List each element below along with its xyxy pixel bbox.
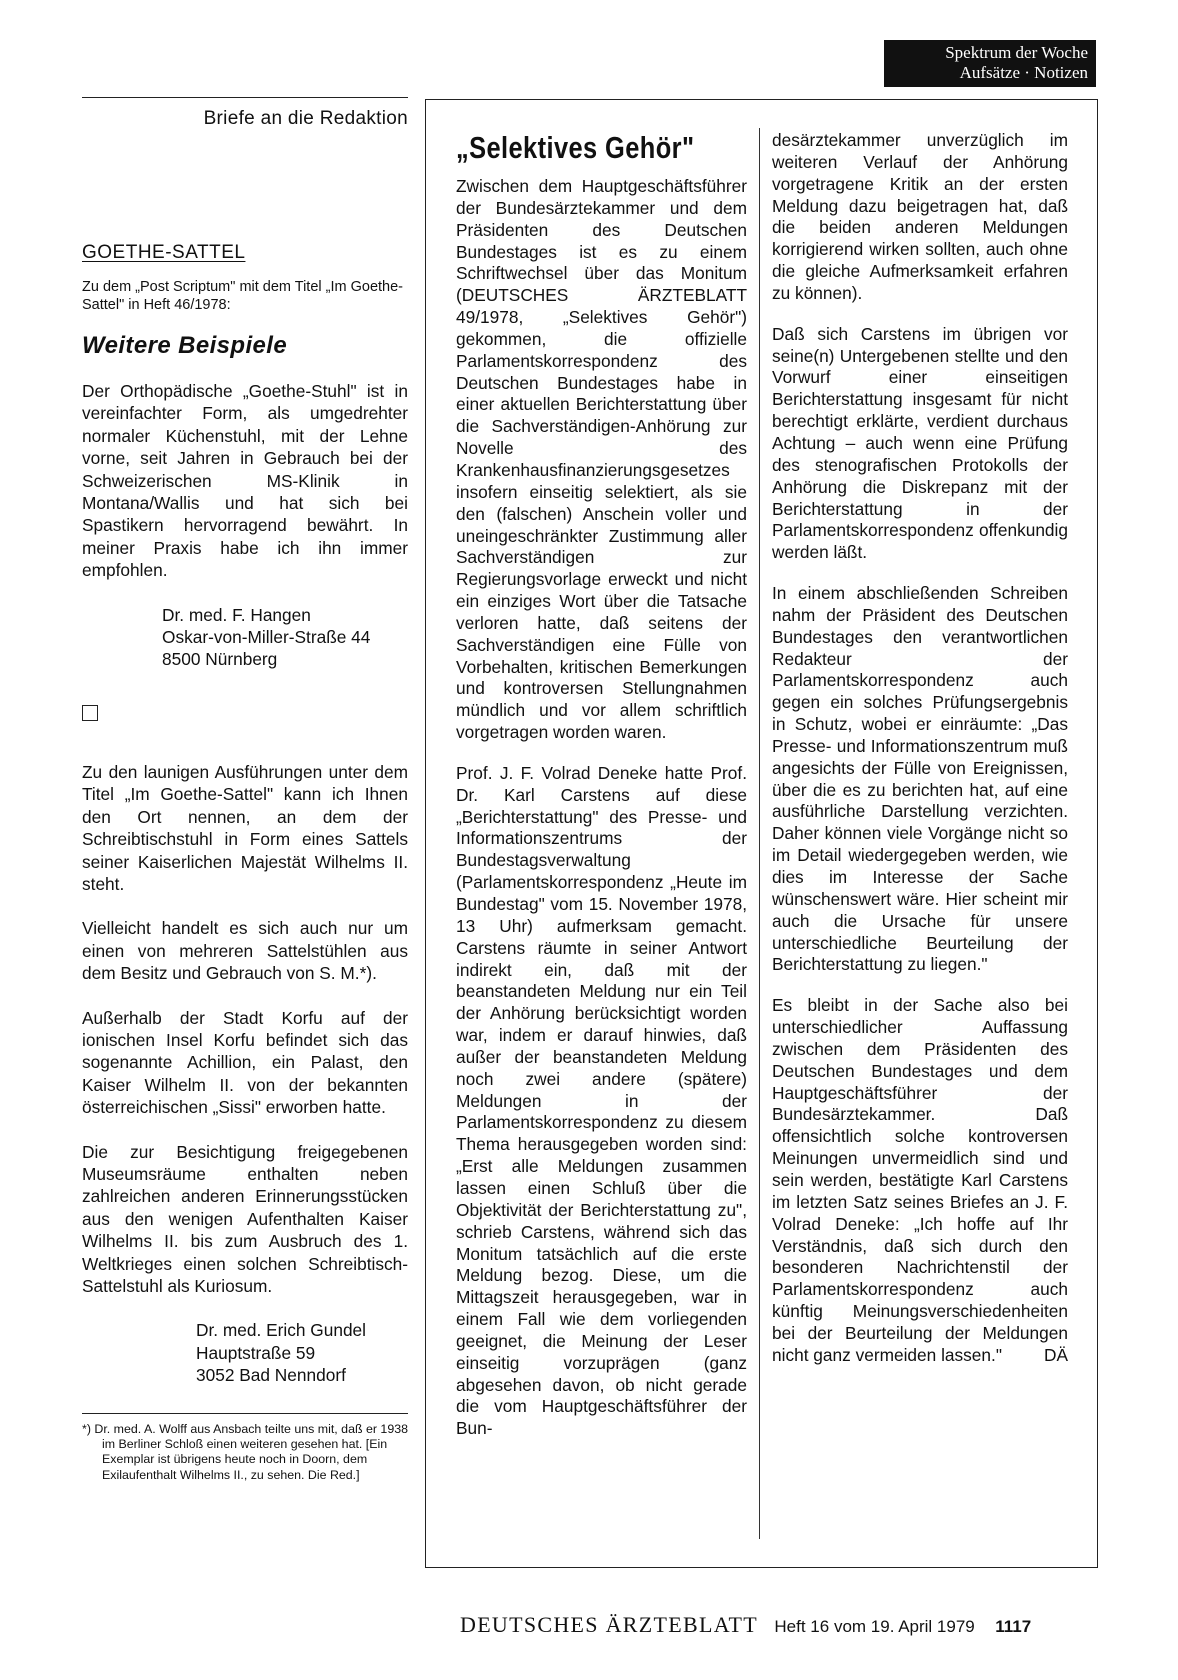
- column-divider: [759, 128, 760, 1539]
- section-header-tag: [884, 40, 1096, 87]
- article-final-paragraph: [772, 995, 1068, 1366]
- section-label: Briefe an die Redaktion: [203, 108, 408, 129]
- article-paragraph-text: Es bleibt in der Sache also bei unterschiedlicher Auffassung zwischen dem Präsidenten des Deutschen Bundestages und dem Hauptgeschäftsführer der Bundesärztekammer. Daß offensichtlich solche kontroversen Meinungen unvermeidlich sind und sein werden, bestätigte Karl Carstens im letzten Satz seines Briefes an J. F. Volrad Deneke: „Ich hoffe auf Ihr Verständnis, daß sich durch den besonderen Nachrichtenstil der Parlamentskorrespondenz auch künftig Meinungsverschiedenheiten bei der Beurteilung der Meldungen nicht ganz vermeiden lassen.": [772, 995, 1068, 1365]
- article-box: [425, 99, 1098, 1568]
- article-signoff: DÄ: [1043, 1344, 1068, 1365]
- letters-column: [82, 97, 408, 1483]
- letter2-paragraph: Vielleicht handelt es sich auch nur um einen von mehreren Sattelstühlen aus dem Besitz und Gebrauch von S. M.*).: [82, 918, 408, 984]
- letter2-paragraph: Zu den launigen Ausführungen unter dem Titel „Im Goethe-Sattel" kann ich Ihnen den Ort nennen, an dem der Schreibtischstuhl in Form eines Sattels seiner Kaiserlichen Majestät Wilhelms II. steht.: [82, 761, 408, 894]
- article-paragraph: Zwischen dem Hauptgeschäftsführer der Bundesärztekammer und dem Präsidenten des Deutschen Bundestages ist es zu einem Schriftwechsel über das Monitum (DEUTSCHES ÄRZTEBLATT 49/1978, „Selektives Gehör") gekommen, die offizielle Parlamentskorrespondenz des Deutschen Bundestages habe in einer aktuellen Berichterstattung über die Sachverständigen-Anhörung zur Novelle des Krankenhausfinanzierungsgesetzes insofern einseitig selektiert, als sie den (falschen) Anschein voller und uneingeschränkter Zustimmung aller Sachverständigen zur Regierungsvorlage erweckt und nicht ein einziges Wort über die Tatsache verloren hatte, daß seitens der Sachverständigen eine Fülle von Vorbehalten, kritischen Bemerkungen und kontroversen Stellungnahmen mündlich und vor allem schriftlich vorgetragen worden waren.: [456, 176, 747, 743]
- signature-city: 8500 Nürnberg: [162, 649, 278, 670]
- signature-name: Dr. med. Erich Gundel: [196, 1320, 367, 1341]
- footnote-rule: [82, 1413, 408, 1414]
- signature-name: Dr. med. F. Hangen: [162, 604, 311, 625]
- journal-name: DEUTSCHES ÄRZTEBLATT: [460, 1612, 758, 1637]
- article-paragraph: desärztekammer unverzüglich im weiteren Verlauf der Anhörung vorgetragene Kritik an der ersten Meldung dazu beigetragen hat, daß die beiden anderen Meldungen korrigierend wirken sollten, auch ohne die gleiche Aufmerksamkeit erfahren zu können).: [772, 130, 1068, 303]
- letter1-signature: [162, 604, 408, 671]
- article-paragraph: Prof. J. F. Volrad Deneke hatte Prof. Dr. Karl Carstens auf diese „Berichterstattung" des Presse- und Informationszentrums der Bundestagsverwaltung (Parlamentskorrespondenz „Heute im Bundestag" vom 15. November 1978, 13 Uhr) aufmerksam gemacht. Carstens räumte in seiner Antwort indirekt ein, daß mit der beanstandeten Meldung nur ein Teil der Anhörung berücksichtigt worden war, indem er darauf hinwies, daß außer der beanstandeten Meldung noch zwei andere (spätere) Meldungen in der Parlamentskorrespondenz zu diesem Thema herausgegeben worden sind: „Erst alle Meldungen zusammen lassen einen Schluß über die Objektivität der Berichterstattung zu", schrieb Carstens, während sich das Monitum tatsächlich auf die erste Meldung bezog. Diese, um die Mittagszeit herausgegeben, war in einem Fall wie dem vorliegenden geeignet, die Meinung der Leser einseitig vorzuprägen (ganz abgesehen davon, ob nicht gerade die vom Hauptgeschäftsführer der Bun-: [456, 762, 747, 1439]
- top-rule: [82, 97, 408, 98]
- letter2-paragraph: Die zur Besichtigung freigegebenen Museumsräume enthalten neben zahlreichen anderen Erinnerungsstücken aus den wenigen Aufenthalten Kaiser Wilhelms II. bis zum Ausbruch des 1. Weltkrieges einen solchen Schreibtisch-Sattelstuhl als Kuriosum.: [82, 1141, 408, 1296]
- article-paragraph: Daß sich Carstens im übrigen vor seine(n) Untergebenen stellte und den Vorwurf einer einseitigen Berichterstattung insgesamt für nicht berechtigt erklärte, verdient durchaus Achtung – auch wenn eine Prüfung des stenografischen Protokolls der Anhörung die Diskrepanz mit der Berichterstattung in der Parlamentskorrespondenz offenkundig werden läßt.: [772, 323, 1068, 563]
- page-number: 1117: [995, 1617, 1032, 1636]
- article-title: „Selektives Gehör": [456, 130, 695, 165]
- letter-intro: Zu dem „Post Scriptum" mit dem Titel „Im Goethe-Sattel" in Heft 46/1978:: [82, 279, 404, 313]
- header-line-1: Spektrum der Woche: [945, 43, 1088, 62]
- letter2-signature: [196, 1319, 408, 1386]
- signature-street: Hauptstraße 59: [196, 1342, 316, 1363]
- signature-city: 3052 Bad Nenndorf: [196, 1365, 346, 1386]
- letter2-paragraph: Außerhalb der Stadt Korfu auf der ionischen Insel Korfu befindet sich das sogenannte Achillion, ein Palast, den Kaiser Wilhelm II. von der bekannten österreichischen „Sissi" erworben hatte.: [82, 1007, 408, 1118]
- article-column-1: [456, 176, 747, 1440]
- article-column-2: [772, 130, 1068, 1367]
- letter-title: Weitere Beispiele: [82, 332, 288, 359]
- letter-separator-box: [82, 705, 98, 721]
- issue-info: Heft 16 vom 19. April 1979: [774, 1617, 975, 1636]
- letter-kicker: GOETHE-SATTEL: [82, 242, 246, 263]
- page-footer: [460, 1612, 1098, 1638]
- article-paragraph: In einem abschließenden Schreiben nahm der Präsident des Deutschen Bundestages den verantwortlichen Redakteur der Parlamentskorrespondenz auch gegen ein solches Prüfungsergebnis in Schutz, wobei er einräumte: „Das Presse- und Informationszentrum muß angesichts der Fülle von Ereignissen, über die es zu berichten hat, auf eine ausführliche Darstellung verzichten. Daher können viele Vorgänge nicht so im Detail wiedergegeben werden, wie dies im Interesse der Sache wünschenswert wäre. Hier scheint mir auch die Ursache für unsere unterschiedliche Beurteilung der Berichterstattung zu liegen.": [772, 583, 1068, 975]
- letter1-paragraph: Der Orthopädische „Goethe-Stuhl" ist in vereinfachter Form, als umgedrehter normaler Küchenstuhl, mit der Lehne vorne, seit Jahren in Gebrauch bei der Schweizerischen MS-Klinik in Montana/Wallis und hat sich bei Spastikern hervorragend bewährt. In meiner Praxis habe ich ihn immer empfohlen.: [82, 381, 408, 581]
- footnote: *) Dr. med. A. Wolff aus Ansbach teilte uns mit, daß er 1938 im Berliner Schloß einen weiteren gesehen hat. [Ein Exemplar ist übrigens heute noch in Doorn, dem Exilaufenthalt Wilhelms II., zu sehen. Die Red.]: [82, 1421, 408, 1482]
- signature-street: Oskar-von-Miller-Straße 44: [162, 627, 371, 648]
- header-line-2: Aufsätze · Notizen: [959, 63, 1088, 82]
